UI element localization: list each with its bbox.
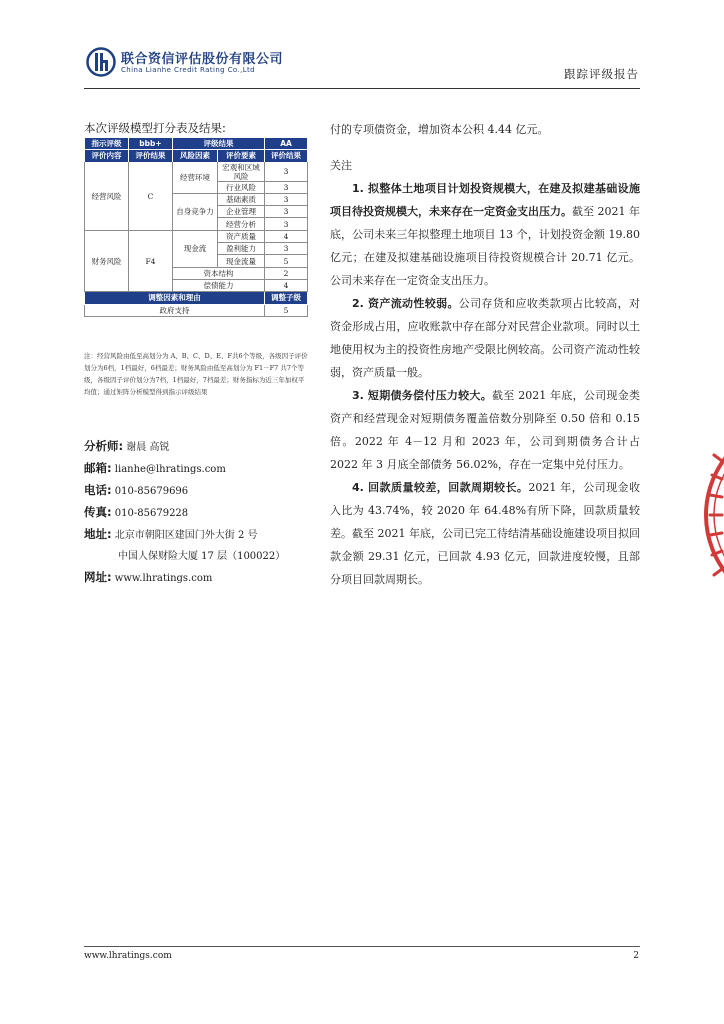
document-type: 跟踪评级报告 [564,67,639,81]
rating-result-value: AA [265,138,308,150]
factor-value: 5 [265,255,308,267]
factor-value: 3 [265,206,308,218]
factor-name: 资产质量 [218,230,265,242]
col-header: 风险因素 [173,150,218,162]
body-text [330,118,640,591]
analyst-row [84,436,324,458]
email-row [84,458,324,480]
cash-flow-label: 现金流 [173,230,218,267]
factor-name: 企业管理 [218,206,265,218]
table-row [85,304,308,316]
company-seal-icon [700,415,724,615]
score-table-note: 注：经营风险由低至高划分为 A、B、C、D、E、F共6个等级，各级因子评价划分为6档，1档最好，6档最差；财务风险由低至高划分为 F1－F7 共7个等级，各级因子评价划分为7档，1档最好，7档最差；财务指标为近三年加权平均值；通过矩阵分析模型得到指示评级结果 [84,352,308,396]
indicative-rating-label: 指示评级 [85,138,129,150]
page-number: 2 [633,951,639,961]
concern-text: 2021 年，公司现金收入比为 43.74%，较 2020 年 64.48%有所下降，回款质量较差。截至 2021 年底，公司已完工待结清基础设施建设项目拟回款金额 29.31 亿元，已回款 4.93 亿元，回款进度较慢，且部分项目回款周期长。 [330,481,640,586]
financial-risk-label: 财务风险 [85,230,129,291]
company-logo-icon [86,47,116,77]
factor-name: 行业风险 [218,181,265,193]
concern-heading: 4. 回款质量较差，回款周期较长。 [352,481,529,494]
contact-block [84,436,324,589]
fax-value: 010-85679228 [114,508,189,519]
factor-value: 4 [265,279,308,291]
operating-risk-result: C [129,162,173,230]
email-value[interactable]: lianhe@lhratings.com [114,464,226,475]
concern-paragraph [330,177,640,292]
rating-result-label: 评级结果 [173,138,265,150]
website-label: 网址: [84,570,112,584]
concern-paragraph [330,384,640,476]
adjustment-header-value: 调整子级 [265,292,308,304]
section-title: 关注 [330,159,352,172]
address-label: 地址: [84,527,112,541]
website-row [84,567,324,589]
col-header: 评价内容 [85,150,129,162]
factor-value: 3 [265,218,308,230]
website-value[interactable]: www.lhratings.com [114,573,213,584]
col-header: 评价要素 [218,150,265,162]
table-row [85,230,308,242]
score-table-title: 本次评级模型打分表及结果: [84,121,226,135]
intro-paragraph: 付的专项债资金，增加资本公积 4.44 亿元。 [330,123,549,136]
fax-row [84,502,324,524]
concern-paragraph [330,476,640,591]
phone-row [84,480,324,502]
fax-label: 传真: [84,505,112,519]
concern-text: 公司存货和应收类款项占比较高，对资金形成占用，应收账款中存在部分对民营企业款项。同时以土地使用权为主的投资性房地产受限比例较高。公司资产流动性较弱，资产质量一般。 [330,297,641,379]
score-table-header-row [85,150,308,162]
factor-name: 资本结构 [173,267,265,279]
financial-risk-result: F4 [129,230,173,291]
factor-name: 偿债能力 [173,279,265,291]
factor-name: 盈利能力 [218,243,265,255]
concern-text: 截至 2021 年底，公司未来三年拟整理土地项目 13 个，计划投资金额 19.80 亿元；在建及拟建基础设施项目待投资规模合计 20.71 亿元。公司未来存在一定资金支出压力。 [330,205,640,287]
address-line-1: 北京市朝阳区建国门外大街 2 号 [114,530,258,541]
address-row [84,524,324,546]
phone-label: 电话: [84,483,112,497]
email-label: 邮箱: [84,461,112,475]
concern-heading: 2. 资产流动性较弱。 [352,297,459,310]
factor-name: 经营分析 [218,218,265,230]
address-row-2 [84,546,324,567]
concern-heading: 3. 短期债务偿付压力较大。 [352,389,492,402]
factor-value: 3 [265,193,308,205]
factor-name: 现金流量 [218,255,265,267]
col-header: 评价结果 [129,150,173,162]
company-name-cn: 联合资信评估股份有限公司 [121,52,284,67]
factor-value: 2 [265,267,308,279]
factor-value: 3 [265,181,308,193]
adjustment-header-label: 调整因素和理由 [85,292,265,304]
factor-value: 3 [265,162,308,181]
col-header: 评价结果 [265,150,308,162]
factor-name: 基础素质 [218,193,265,205]
factor-name: 宏观和区域风险 [218,162,265,181]
header-divider [84,88,640,89]
factor-value: 3 [265,243,308,255]
score-table [84,137,308,317]
adjustment-name: 政府支持 [85,304,265,316]
concern-paragraph [330,292,640,384]
operating-risk-label: 经营风险 [85,162,129,230]
factor-value: 4 [265,230,308,242]
operating-environment-label: 经营环境 [173,162,218,193]
analyst-value: 谢晨 高锐 [126,442,170,453]
footer-url[interactable]: www.lhratings.com [84,951,172,961]
phone-value: 010-85679696 [114,486,189,497]
company-name-en: China Lianhe Credit Rating Co.,Ltd [121,66,256,74]
analyst-label: 分析师: [84,439,124,453]
score-table-summary-row [85,138,308,150]
concern-heading: 1. 拟整体土地项目计划投资规模大，在建及拟建基础设施项目待投资规模大，未来存在一定资金支出压力。 [330,182,640,218]
indicative-rating-value: bbb+ [129,138,173,150]
footer-divider [84,946,640,947]
competitiveness-label: 自身竞争力 [173,193,218,230]
adjustment-value: 5 [265,304,308,316]
adjustment-header-row [85,292,308,304]
address-line-2: 中国人保财险大厦 17 层（100022） [118,551,286,562]
concern-text: 截至 2021 年底，公司现金类资产和经营现金对短期债务覆盖倍数分别降至 0.50 倍和 0.15 倍。2022 年 4－12 月和 2023 年，公司到期债务合计占 2022 年 3 月底全部债务 56.02%，存在一定集中兑付压力。 [330,389,640,471]
